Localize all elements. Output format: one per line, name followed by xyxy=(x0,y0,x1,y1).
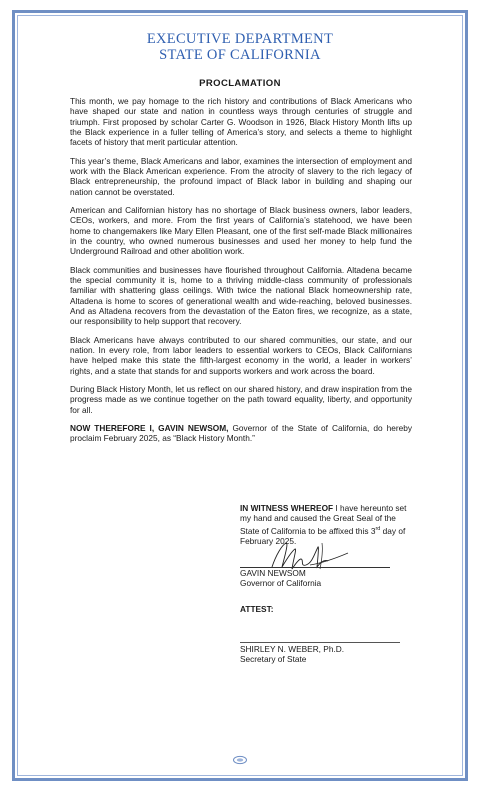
therefore-lead: NOW THEREFORE I, GAVIN NEWSOM, xyxy=(70,423,229,434)
paragraph-1: This month, we pay homage to the rich history and contributions of Black Americans who have shaped our state and nation in countless ways through centuries of struggle and triumph. First proposed by scholar Carter G. Woodson in 1926, Black History Month lifts up the Black experience in a fuller telling of America’s story, and selects a theme to highlight facets of history that merit particular attention. xyxy=(70,96,412,148)
proclamation-body xyxy=(70,96,412,452)
witness-lead: IN WITNESS WHEREOF xyxy=(240,503,334,513)
department-header xyxy=(0,31,480,63)
paragraph-6: During Black History Month, let us reflect on our shared history, and draw inspiration from the progress made as we continue together on the path toward equality, liberty, and opportunity for all. xyxy=(70,384,412,415)
governor-title: Governor of California xyxy=(240,578,322,588)
paragraph-5: Black Americans have always contributed to our shared communities, our state, and our nation. In every role, from labor leaders to essential workers to CEOs, Black Californians have helped make this state the fifth-largest economy in the world, a leader in workers’ rights, and a state that stands for and supports workers and work across the board. xyxy=(70,334,412,376)
secretary-signature-line xyxy=(240,642,400,643)
witness-ordinal: rd xyxy=(375,525,381,532)
paragraph-3: American and Californian history has no shortage of Black business owners, labor leaders, CEOs, workers, and more. From the first years of California’s statehood, we have been home to changemakers like Mary Ellen Pleasant, one of the first self-made Black millionaires in the country, who owned numerous businesses and used her money to help fund the Underground Railroad and other abolition work. xyxy=(70,205,412,257)
paragraph-2: This year’s theme, Black Americans and labor, examines the intersection of employment and work with the Black American experience. From the atrocity of slavery to the rich legacy of Black entrepreneurship, the profound impact of Black labor in building and shaping our nation cannot be overstated. xyxy=(70,155,412,197)
state-seal-icon xyxy=(232,755,248,765)
therefore-paragraph xyxy=(70,423,412,444)
attest-label: ATTEST: xyxy=(240,604,274,614)
proclamation-title: PROCLAMATION xyxy=(199,78,281,89)
therefore-rest: Governor of the State of California, do hereby proclaim February 2025, as “Black History Month.” xyxy=(70,423,412,444)
paragraph-4: Black communities and businesses have flourished throughout California. Altadena became the special community it is, home to a thriving middle-class community of professionals familiar with shattering glass ceilings. With twice the national Black homeownership rate, Altadena is home to scores of generational wealth and wide-reaching, beloved businesses. And as Altadena recovers from the devastation of the Eaton fires, we recognize, as a state, our responsibility to help support that recovery. xyxy=(70,264,412,327)
witness-text-b: day of February 2025. xyxy=(240,525,406,546)
witness-text-a: I have hereunto set my hand and caused the Great Seal of the State of California to be affixed this 3 xyxy=(240,503,407,536)
secretary-title: Secretary of State xyxy=(240,654,307,664)
governor-name: GAVIN NEWSOM xyxy=(240,568,306,578)
secretary-name: SHIRLEY N. WEBER, Ph.D. xyxy=(240,644,345,654)
header-line-1: EXECUTIVE DEPARTMENT xyxy=(146,31,334,47)
header-line-2: STATE OF CALIFORNIA xyxy=(159,47,321,63)
